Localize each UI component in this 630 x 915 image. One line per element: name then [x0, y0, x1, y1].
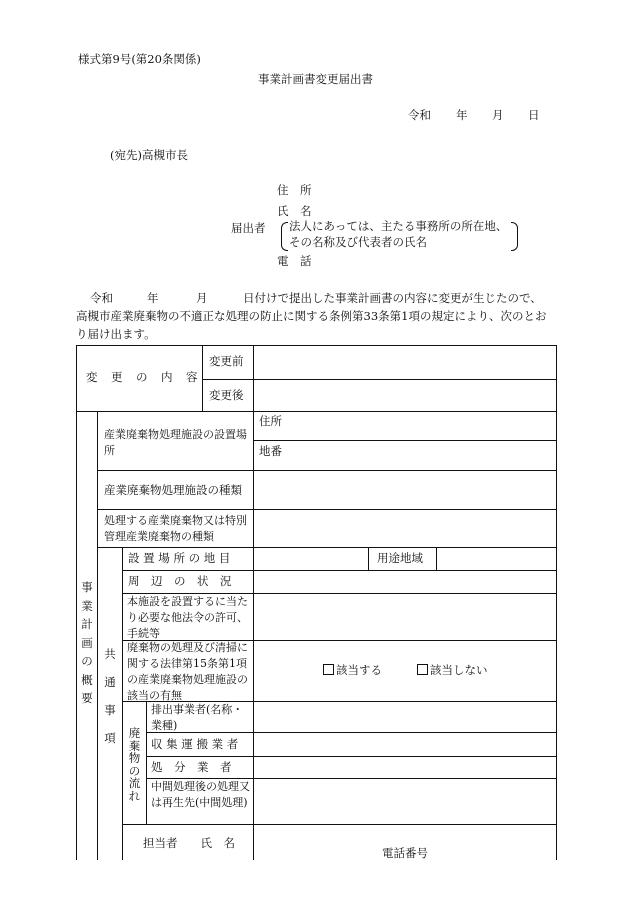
checkbox-icon[interactable]	[417, 664, 428, 675]
body-era: 令和	[90, 291, 113, 305]
facility-type-label: 産業廃棄物処理施設の種類	[104, 483, 242, 497]
date-year: 年	[456, 108, 468, 122]
overview-char: 概	[81, 672, 93, 687]
flow-char: 廃	[128, 726, 141, 740]
form-number: 様式第9号(第20条関係)	[78, 52, 201, 66]
change-content-label: 変 更 の 内 容	[86, 370, 199, 384]
not-applicable-label: 該当しない	[430, 663, 488, 677]
notifier-name-label: 氏 名	[277, 204, 312, 218]
flow-char: れ	[128, 788, 141, 803]
other-permits-label: 本施設を設置するに当たり必要な他法令の許可、手続等	[127, 595, 248, 640]
facility-location-label: 産業廃棄物処理施設の設置場所	[104, 428, 247, 457]
overview-char: 計	[81, 617, 93, 631]
bracket-left	[281, 222, 288, 251]
emitter-label: 排出事業者(名称・業種)	[151, 703, 244, 732]
date-day: 日	[528, 108, 540, 122]
checkbox-icon[interactable]	[323, 664, 334, 675]
overview-char: 画	[81, 635, 93, 650]
body-line1-rest: 日付けで提出した事業計画書の内容に変更が生じたので、	[243, 291, 542, 305]
applicable-label: 該当する	[336, 663, 382, 677]
waste-type-label: 処理する産業廃棄物又は特別管理産業廃棄物の種類	[104, 514, 247, 543]
body-year: 年	[147, 291, 159, 305]
surroundings-label: 周 辺 の 状 況	[128, 574, 232, 588]
overview-char: 事	[81, 580, 93, 594]
applicable-option[interactable]	[323, 664, 382, 678]
before-label: 変更前	[209, 354, 244, 368]
notifier-phone-label: 電 話	[277, 254, 312, 268]
flow-char: 棄	[128, 738, 141, 753]
collector-label: 収 集 運 搬 業 者	[151, 737, 239, 751]
common-char: 通	[104, 675, 116, 689]
land-category-label: 設 置 場 所 の 地 目	[128, 551, 231, 565]
disposer-label: 処 分 業 者	[151, 760, 232, 774]
common-char: 項	[104, 731, 116, 745]
after-label: 変更後	[209, 388, 244, 402]
flow-char: 流	[128, 776, 141, 790]
date-month: 月	[492, 108, 504, 122]
notifier-note-line2: その名称及び代表者の氏名	[289, 235, 427, 249]
not-applicable-option[interactable]	[417, 664, 488, 678]
overview-label	[79, 578, 95, 708]
overview-char: の	[81, 654, 93, 668]
overview-char: 業	[81, 598, 93, 613]
document-title: 事業計画書変更届出書	[258, 72, 373, 86]
address-label: 住所	[259, 414, 282, 428]
lot-label: 地番	[259, 444, 282, 458]
body-line2: 高槻市産業廃棄物の不適正な処理の防止に関する条例第33条第1項の規定により、次のとお	[76, 309, 547, 323]
bracket-right	[511, 222, 518, 251]
law15-label: 廃棄物の処理及び清掃に関する法律第15条第1項の産業廃棄物処理施設の該当の有無	[127, 641, 248, 702]
flow-char: 物	[128, 751, 141, 765]
common-items-label	[100, 640, 120, 752]
common-char: 共	[104, 647, 116, 661]
date-era: 令和	[408, 108, 431, 122]
contact-name-label: 担当者 氏 名	[143, 836, 235, 850]
contact-phone-label: 電話番号	[382, 846, 428, 860]
notifier-note-line1: 法人にあっては、主たる事務所の所在地、	[289, 219, 508, 233]
addressee: (宛先)高槻市長	[110, 148, 188, 162]
notifier-address-label: 住 所	[277, 183, 312, 197]
body-month: 月	[196, 291, 208, 305]
overview-char: 要	[81, 691, 93, 705]
intermediate-label: 中間処理後の処理又は再生先(中間処理)	[151, 780, 250, 809]
notifier-label: 届出者	[231, 221, 266, 235]
zoning-label: 用途地域	[377, 551, 423, 565]
body-line3: り届け出ます。	[76, 327, 156, 341]
common-char: 事	[104, 703, 116, 717]
flow-char: の	[128, 763, 141, 778]
waste-flow-label	[125, 727, 144, 802]
